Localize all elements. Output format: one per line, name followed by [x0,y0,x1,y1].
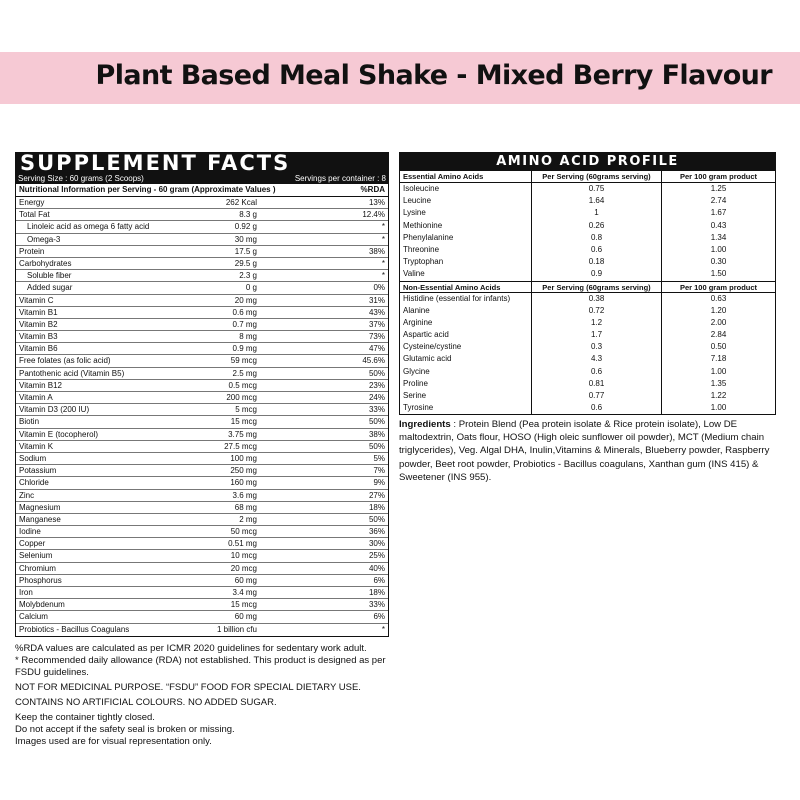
nutrient-value: 60 mg [234,612,257,622]
seal-note: Do not accept if the safety seal is broken or missing. [15,724,235,735]
rda-note: %RDA values are calculated as per ICMR 2020 guidelines for sedentary work adult. [15,643,367,654]
nutrient-row [16,599,388,611]
nutrient-row [16,392,388,404]
nutrient-rda: 36% [368,527,385,537]
nutrient-rda: 33% [368,600,385,610]
nutrient-value: 2 mg [239,514,257,524]
amino-name: Phenylalanine [403,232,454,242]
nutrient-row [16,404,388,416]
nutrient-name: Chromium [19,563,56,573]
nutrient-name: Vitamin K [19,441,54,451]
supplement-facts-title: SUPPLEMENT FACTS [20,151,291,175]
nutrient-value: 0.5 mcg [228,380,257,390]
nutrient-row [16,355,388,367]
nutrient-name: Molybdenum [19,600,65,610]
amino-row [400,268,775,280]
nutrient-row [16,319,388,331]
nutrient-rda: * [381,624,385,634]
nutrient-row [16,465,388,477]
nutrient-row [16,538,388,550]
nutrient-rda: 0% [373,283,385,293]
amino-per-100g: 1.50 [661,268,775,280]
amino-row [400,244,775,256]
nutrient-name: Probiotics - Bacillus Coagulans [19,624,130,634]
supplement-facts-column-header [16,184,388,197]
nutrient-value: 160 mg [230,478,257,488]
nutrient-rda: * [381,271,385,281]
nonessential-rows [400,293,775,415]
amino-per-serving: 0.81 [531,378,661,390]
nutrient-name: Vitamin B3 [19,332,58,342]
nutrient-row [16,453,388,465]
nutrient-rda: 40% [368,563,385,573]
nutrient-row [16,246,388,258]
asterisk-note: * Recommended daily allowance (RDA) not established. This product is designed as per FSDU guidelines. [15,655,386,678]
nutrient-row [16,624,388,636]
nutrient-value: 5 mcg [235,405,257,415]
nutrient-value: 2.5 mg [232,368,257,378]
nutrient-rda: 37% [368,319,385,329]
nutrient-value: 0.6 mg [232,307,257,317]
amino-row [400,378,775,390]
ingredients-block [399,418,779,484]
amino-row [400,293,775,305]
amino-row [400,305,775,317]
amino-row [400,329,775,341]
nutrient-value: 1 billion cfu [216,624,257,634]
amino-acid-table [399,171,776,415]
amino-per-serving: 1.64 [531,195,661,207]
nutrient-name: Added sugar [27,283,73,293]
servings-per-container: Servings per container : 8 [294,174,386,183]
nutrient-name: Sodium [19,453,47,463]
nutrient-rda: 45.6% [362,356,385,366]
amino-per-serving: 1.2 [531,317,661,329]
nutrient-value: 8.3 g [239,210,257,220]
nutrient-row [16,563,388,575]
amino-name: Histidine (essential for infants) [403,293,511,303]
nutrient-value: 250 mg [230,466,257,476]
amino-name: Aspartic acid [403,330,449,340]
amino-per-100g: 1.00 [661,366,775,378]
nutrient-name: Iodine [19,527,41,537]
essential-rows [400,183,775,281]
nutrient-name: Vitamin B1 [19,307,58,317]
amino-name: Arginine [403,317,433,327]
nutrient-rda: 38% [368,429,385,439]
nutrient-row [16,258,388,270]
nutrient-value: 17.5 g [234,246,257,256]
nutrient-name: Soluble fiber [27,271,72,281]
amino-per-100g: 0.50 [661,341,775,353]
nutrient-name: Copper [19,539,46,549]
supplement-facts-panel [15,152,389,637]
nutrient-value: 60 mg [234,575,257,585]
amino-per-serving: 1 [531,207,661,219]
nutrient-rda: 18% [368,588,385,597]
amino-row [400,317,775,329]
nutrient-value: 3.4 mg [232,588,257,597]
amino-per-100g: 1.22 [661,390,775,402]
nutrient-row [16,234,388,246]
nonessential-header [400,281,775,293]
amino-name: Glutamic acid [403,354,452,364]
amino-name: Threonine [403,244,440,254]
nutrient-row [16,416,388,428]
nutrient-name: Zinc [19,490,35,500]
amino-per-100g: 2.84 [661,329,775,341]
serving-info [18,174,386,183]
nutrient-name: Vitamin A [19,393,53,402]
nutrient-rda: 13% [368,198,385,207]
amino-per-100g: 2.74 [661,195,775,207]
nutrient-value: 15 mcg [230,600,257,610]
amino-name: Cysteine/cystine [403,342,462,352]
amino-name: Valine [403,269,425,279]
nutrient-value: 0.51 mg [228,539,257,549]
nutrient-value: 0.7 mg [232,319,257,329]
nutrient-value: 0.9 mg [232,344,257,354]
nutrient-row [16,282,388,294]
amino-acid-panel [399,152,776,415]
amino-per-serving: 0.8 [531,232,661,244]
amino-name: Tyrosine [403,403,434,413]
nutrient-name: Biotin [19,417,40,427]
amino-row [400,195,775,207]
nutrient-row [16,343,388,355]
amino-name: Serine [403,391,427,400]
amino-name: Isoleucine [403,184,440,193]
amino-row [400,220,775,232]
nutrient-name: Potassium [19,466,57,476]
amino-name: Alanine [403,305,430,315]
essential-col-name: Essential Amino Acids [403,172,484,181]
amino-name: Leucine [403,196,432,206]
amino-per-100g: 1.20 [661,305,775,317]
product-title: Plant Based Meal Shake - Mixed Berry Flavour [95,60,772,91]
nutrient-name: Vitamin B12 [19,380,62,390]
amino-name: Glycine [403,366,430,376]
nutrient-name: Vitamin C [19,295,54,305]
nutrient-name: Manganese [19,514,61,524]
nutrient-row [16,368,388,380]
amino-per-100g: 0.63 [661,293,775,305]
amino-per-100g: 7.18 [661,353,775,365]
nutrient-rda: 50% [368,417,385,427]
nutrient-row [16,209,388,221]
title-banner [0,52,800,104]
supplement-facts-header [15,152,389,184]
amino-name: Methionine [403,220,443,230]
nutrient-value: 100 mg [230,453,257,463]
medicinal-note: NOT FOR MEDICINAL PURPOSE. “FSDU” FOOD FOR SPECIAL DIETARY USE. [15,682,361,693]
nutrient-value: 20 mcg [230,563,257,573]
nutrient-rda: 6% [373,575,385,585]
nutrient-rda: 31% [368,295,385,305]
essential-col-serving: Per Serving (60grams serving) [531,171,661,182]
supplement-facts-rows [16,197,388,636]
amino-per-serving: 0.18 [531,256,661,268]
nutrient-rda: 47% [368,344,385,354]
nutrient-name: Protein [19,246,45,256]
nonessential-col-name: Non-Essential Amino Acids [403,282,501,292]
amino-per-serving: 1.7 [531,329,661,341]
nutrient-row [16,429,388,441]
nutrient-name: Iron [19,588,33,597]
nutrient-rda: 9% [373,478,385,488]
nutrient-value: 0 g [245,283,257,293]
essential-col-per100: Per 100 gram product [661,171,775,182]
nutrient-rda: 5% [373,453,385,463]
nutrient-row [16,307,388,319]
nutrient-value: 262 Kcal [225,198,257,207]
nutrient-row [16,611,388,623]
nutrient-row [16,502,388,514]
nutrient-row [16,490,388,502]
amino-per-100g: 1.00 [661,244,775,256]
amino-row [400,341,775,353]
amino-per-serving: 0.38 [531,293,661,305]
nutrient-name: Calcium [19,612,48,622]
nutrient-value: 50 mcg [230,527,257,537]
amino-per-100g: 1.35 [661,378,775,390]
supplement-facts-table [15,184,389,637]
nutrient-rda: 50% [368,441,385,451]
nutrient-rda: 30% [368,539,385,549]
nutrient-rda: 43% [368,307,385,317]
nutrient-rda: 12.4% [362,210,385,220]
storage-note: Keep the container tightly closed. [15,712,155,723]
amino-per-serving: 0.72 [531,305,661,317]
no-artificial-note: CONTAINS NO ARTIFICIAL COLOURS. NO ADDED SUGAR. [15,697,277,708]
nutrient-row [16,550,388,562]
nutrient-value: 3.75 mg [228,429,257,439]
nutrient-value: 27.5 mcg [224,441,257,451]
ingredients-text: : Protein Blend (Pea protein isolate & Rice protein isolate), Low DE maltodextrin, Oats flour, HOSO (High oleic sunflower oil powder), MCT (Medium chain triglycerides), Veg. Algal DHA, Inulin,Vitamins & Minerals, Blueberry powder, Raspberry powder, Beet root powder, Probiotics - Bacillus coagulans, Xanthan gum (INS 415) & Sweetener (INS 955). [399,419,770,483]
nutrient-name: Energy [19,198,45,207]
nutrient-value: 200 mcg [226,393,257,402]
nutrient-rda: * [381,258,385,268]
nutrient-value: 15 mcg [230,417,257,427]
amino-name: Tryptophan [403,257,444,267]
nutrient-value: 29.5 g [234,258,257,268]
nutrient-value: 59 mcg [230,356,257,366]
nutrient-row [16,221,388,233]
nutrient-rda: 27% [368,490,385,500]
nutrient-name: Chloride [19,478,49,488]
rda-header: %RDA [360,185,385,194]
nutrient-rda: * [381,222,385,232]
amino-row [400,390,775,402]
amino-row [400,256,775,268]
nonessential-col-per100: Per 100 gram product [661,282,775,292]
amino-row [400,366,775,378]
nutrient-value: 30 mg [234,234,257,244]
nutrient-row [16,380,388,392]
nutrient-value: 3.6 mg [232,490,257,500]
nutrient-name: Omega-3 [27,234,61,244]
nutrition-header: Nutritional Information per Serving - 60 gram (Approximate Values ) [19,185,276,194]
label-notes [15,643,395,748]
amino-name: Proline [403,378,428,388]
nutrient-name: Magnesium [19,502,61,512]
amino-per-serving: 4.3 [531,353,661,365]
amino-name: Lysine [403,208,426,218]
nutrient-name: Vitamin E (tocopherol) [19,429,98,439]
nutrient-rda: 23% [368,380,385,390]
amino-per-serving: 0.77 [531,390,661,402]
nutrient-value: 2.3 g [239,271,257,281]
nutrient-row [16,526,388,538]
nutrient-row [16,331,388,343]
nutrient-value: 8 mg [239,332,257,342]
nutrient-value: 10 mcg [230,551,257,561]
nutrient-row [16,441,388,453]
amino-row [400,353,775,365]
nutrient-name: Selenium [19,551,53,561]
nutrient-rda: 24% [368,393,385,402]
nutrient-rda: 33% [368,405,385,415]
amino-per-serving: 0.9 [531,268,661,280]
nutrient-row [16,514,388,526]
amino-per-serving: 0.26 [531,220,661,232]
ingredients-label: Ingredients [399,419,451,430]
image-note: Images used are for visual representation only. [15,736,212,747]
amino-per-100g: 1.25 [661,183,775,195]
amino-per-serving: 0.3 [531,341,661,353]
nutrient-name: Carbohydrates [19,258,72,268]
nutrient-rda: 38% [368,246,385,256]
nutrient-row [16,270,388,282]
amino-per-100g: 1.00 [661,402,775,414]
amino-per-100g: 0.43 [661,220,775,232]
amino-per-serving: 0.6 [531,402,661,414]
amino-acid-title: AMINO ACID PROFILE [399,152,776,171]
nutrient-name: Free folates (as folic acid) [19,356,111,366]
nutrient-name: Vitamin B2 [19,319,58,329]
nutrient-row [16,587,388,599]
nutrient-row [16,575,388,587]
nutrient-value: 20 mg [234,295,257,305]
nutrient-rda: 25% [368,551,385,561]
amino-row [400,183,775,195]
nutrient-row [16,197,388,209]
nonessential-col-serving: Per Serving (60grams serving) [531,282,661,292]
amino-per-100g: 2.00 [661,317,775,329]
nutrient-value: 68 mg [234,502,257,512]
nutrient-name: Total Fat [19,210,50,220]
nutrient-rda: 50% [368,368,385,378]
nutrient-name: Vitamin D3 (200 IU) [19,405,90,415]
nutrient-rda: 7% [373,466,385,476]
amino-per-100g: 0.30 [661,256,775,268]
nutrient-rda: * [381,234,385,244]
amino-per-100g: 1.67 [661,207,775,219]
nutrient-name: Linoleic acid as omega 6 fatty acid [27,222,150,232]
amino-row [400,232,775,244]
amino-per-serving: 0.6 [531,244,661,256]
nutrient-row [16,477,388,489]
nutrient-row [16,295,388,307]
nutrient-rda: 73% [368,332,385,342]
amino-per-serving: 0.75 [531,183,661,195]
nutrient-name: Pantothenic acid (Vitamin B5) [19,368,125,378]
nutrient-name: Phosphorus [19,575,62,585]
nutrient-name: Vitamin B6 [19,344,58,354]
essential-header [400,171,775,183]
amino-per-100g: 1.34 [661,232,775,244]
amino-per-serving: 0.6 [531,366,661,378]
amino-row [400,207,775,219]
nutrient-rda: 6% [373,612,385,622]
nutrient-value: 0.92 g [234,222,257,232]
nutrient-rda: 50% [368,514,385,524]
nutrient-rda: 18% [368,502,385,512]
serving-size: Serving Size : 60 grams (2 Scoops) [18,174,144,183]
amino-row [400,402,775,414]
